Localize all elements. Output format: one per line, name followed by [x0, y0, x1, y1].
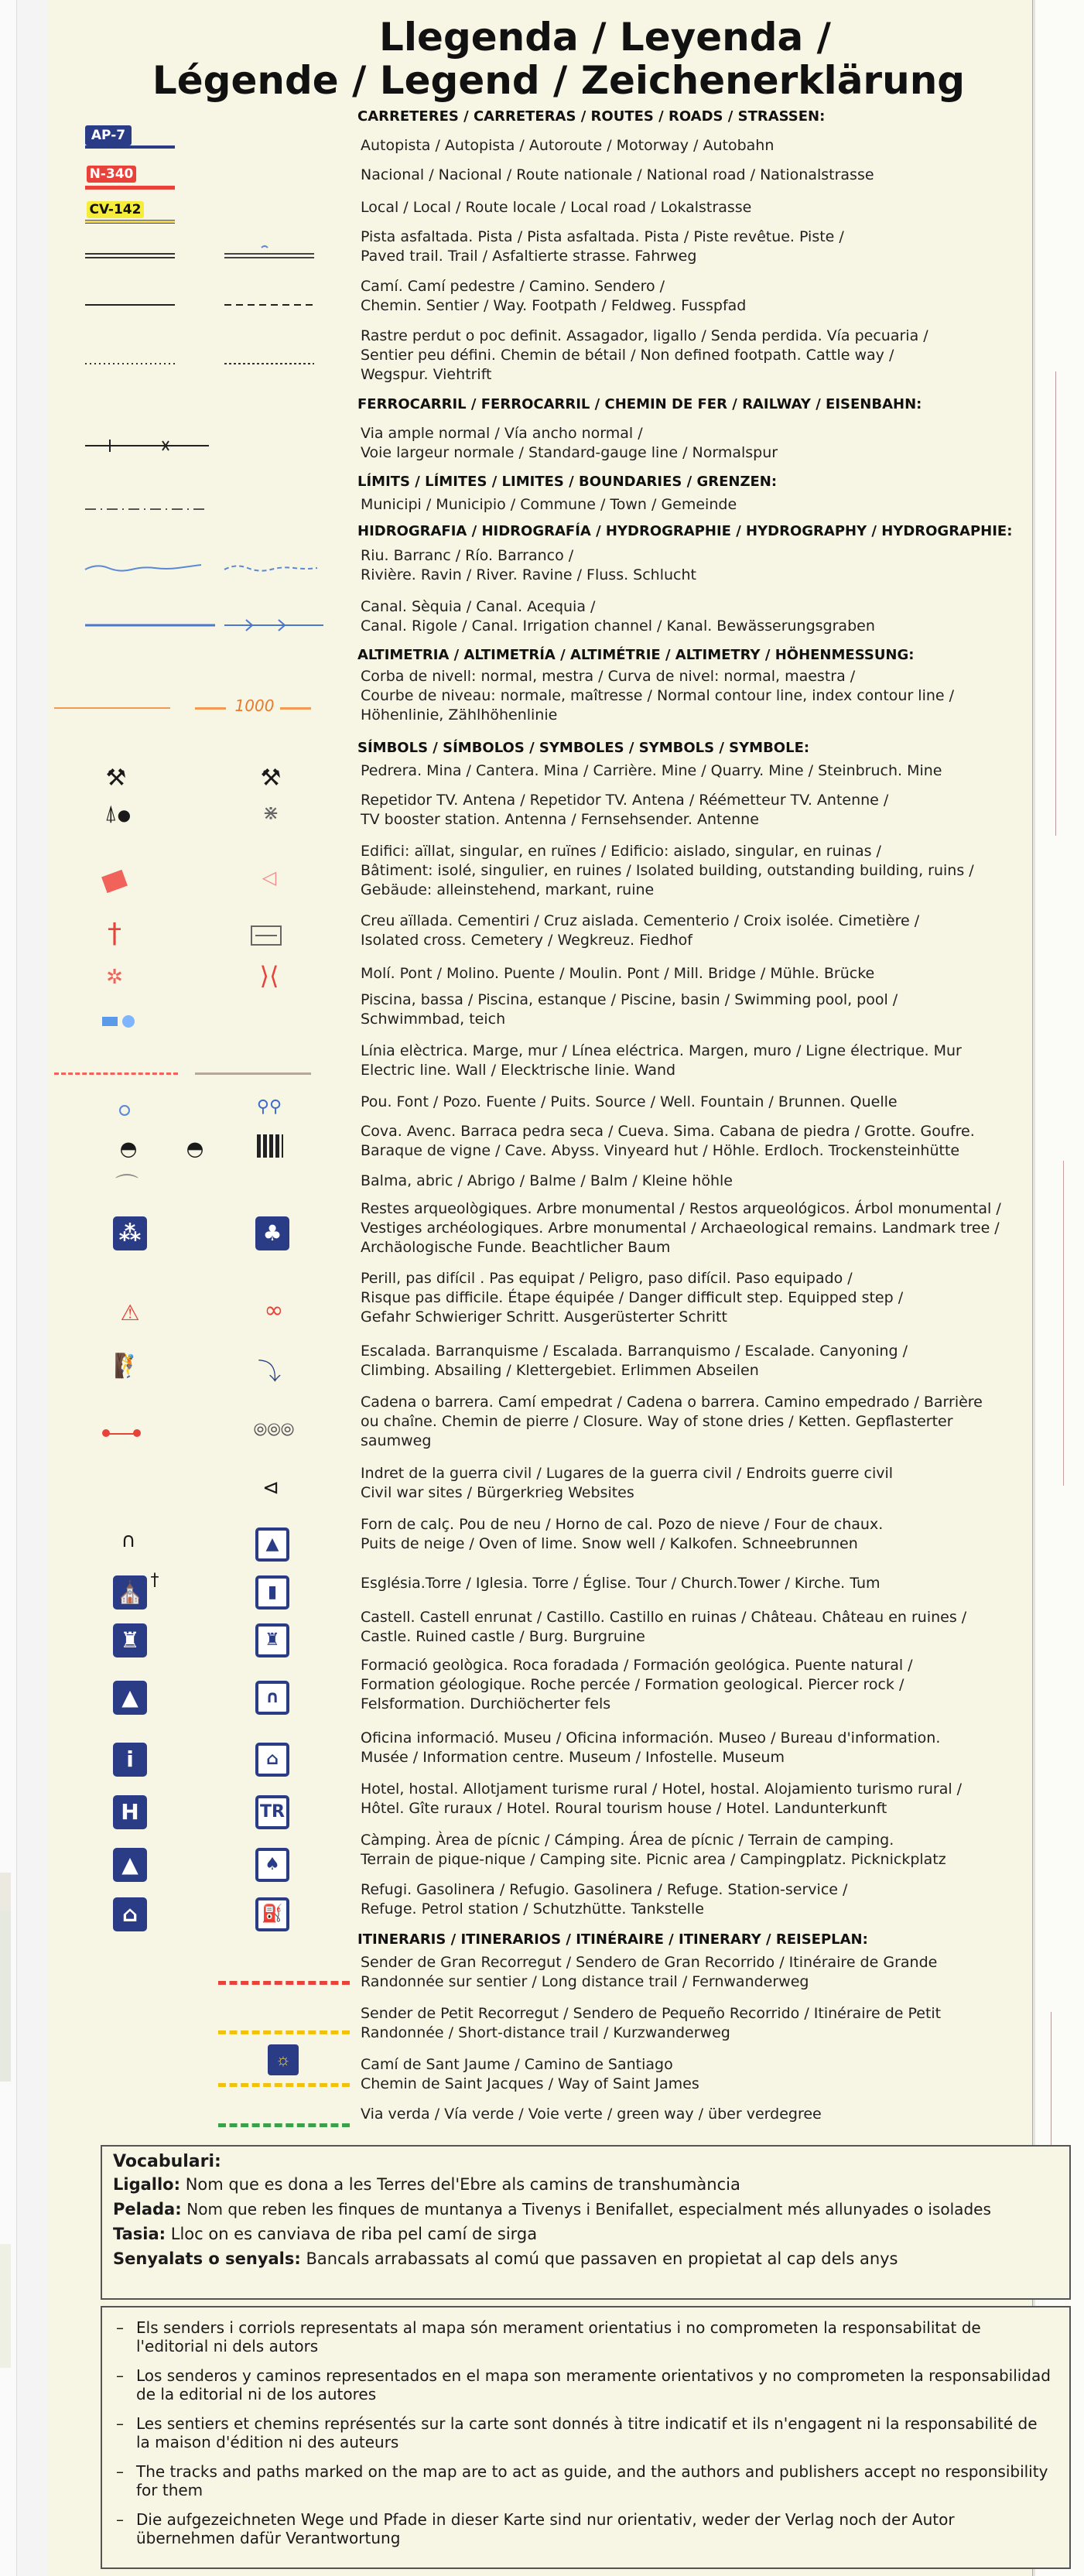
- green-way-symbol: [218, 2123, 350, 2127]
- civil-war-site-icon: ⊲: [262, 1476, 279, 1500]
- natural-bridge-icon: ∩: [255, 1681, 289, 1715]
- pool-icon: [122, 1015, 135, 1028]
- contour-normal-symbol: [54, 707, 170, 709]
- gr-trail-symbol: [218, 1981, 350, 1985]
- entry-railway: Via ample normal / Vía ancho normal / Voie largeur normale / Standard-gauge line / Normalspur: [361, 425, 778, 461]
- entry-local-road: Local / Local / Route locale / Local road / Lokalstrasse: [361, 199, 752, 216]
- lime-oven-icon: ∩: [121, 1529, 136, 1552]
- vocab-term: Senyalats o senyals:: [113, 2249, 301, 2268]
- map-fragment: [0, 1911, 11, 2082]
- pr-trail-symbol: [218, 2030, 350, 2034]
- entry-hotel: Hotel, hostal. Allotjament turisme rural / Hotel, hostal. Alojamiento turismo rural / Hôtel. Gîte ruraux / Hotel. Roural tourism house / Hotel. Landunterkunft: [361, 1781, 963, 1817]
- entry-contour: Corba de nivell: normal, mestra / Curva de nivel: normal, maestra / Courbe de niveau: normale, maîtresse / Normal contour line, index contour line / Höhenlinie, Zählhöhenlinie: [361, 668, 955, 724]
- entry-geological: Formació geològica. Roca foradada / Formación geológica. Puente natural / Formation géologique. Roche percée / Formation geological. Piercer rock / Felsformation. Durchiöcherter fels: [361, 1657, 913, 1712]
- bridge-icon: ⟩⟨: [259, 961, 279, 990]
- trail-symbol: [224, 246, 314, 258]
- entry-swimming-pool: Piscina, bassa / Piscina, estanque / Piscine, basin / Swimming pool, pool / Schwimmbad, teich: [361, 991, 898, 1028]
- petrol-station-icon: ⛽: [255, 1897, 289, 1931]
- entry-danger: Perill, pas difícil . Pas equipat / Peligro, paso difícil. Paso equipado / Risque pas difficile. Étape équipée / Danger difficult step. Equipped step / Gefahr Schwieriger Schritt. Ausgerüsterter Schritt: [361, 1270, 904, 1326]
- fountain-icon: ⚲⚲: [256, 1097, 282, 1117]
- disclaimer-box: [101, 2306, 1071, 2569]
- line-symbols: [79, 224, 342, 658]
- vocab-term: Tasia:: [113, 2225, 166, 2243]
- river-symbol: [85, 565, 201, 571]
- snow-well-icon: ▲: [255, 1527, 289, 1562]
- mill-icon: ✲: [106, 966, 123, 989]
- entry-well: Pou. Font / Pozo. Fuente / Puits. Source / Well. Fountain / Brunnen. Quelle: [361, 1093, 898, 1110]
- climbing-icon: 🧗: [114, 1353, 143, 1380]
- church-tower-icon: †: [150, 1571, 159, 1590]
- cv142-badge: CV-142: [87, 201, 144, 218]
- entry-municipality: Municipi / Municipio / Commune / Town / Gemeinde: [361, 496, 737, 513]
- entry-quarry: Pedrera. Mina / Cantera. Mina / Carrière. Mine / Quarry. Mine / Steinbruch. Mine: [361, 762, 942, 779]
- legend-sheet: [48, 0, 1051, 2576]
- local-road-line: [85, 220, 175, 224]
- entry-pr-trail: Sender de Petit Recorregut / Sendero de Pequeño Recorrido / Itinéraire de Petit Randonnée / Short-distance trail / Kurzwanderweg: [361, 2005, 942, 2041]
- mine-icon: ⚒: [260, 765, 282, 792]
- vocab-definition: Nom que es dona a les Terres del'Ebre als camins de transhumància: [185, 2175, 740, 2194]
- ruined-castle-icon: ♜: [255, 1623, 289, 1657]
- vocabulary-box: [101, 2145, 1071, 2300]
- entry-lime-oven: Forn de calç. Pou de neu / Horno de cal. Pozo de nieve / Four de chaux. Puits de neige / Oven of lime. Snow well / Kalkofen. Schneebrunnen: [361, 1516, 884, 1552]
- geological-formation-icon: ▲: [113, 1681, 147, 1715]
- danger-icon: ⚠: [120, 1300, 140, 1326]
- disclaimer-item: – The tracks and paths marked on the map are to act as guide, and the authors and publishers accept no responsibility for them: [116, 2462, 1055, 2499]
- paved-trail-symbol: [85, 254, 175, 258]
- vocab-item: [113, 2246, 1058, 2271]
- entry-national-road: Nacional / Nacional / Route nationale / National road / Nationalstrasse: [361, 166, 874, 183]
- contour-label: 1000: [234, 696, 275, 715]
- ruins-icon: ◁: [262, 867, 277, 888]
- entry-motorway: Autopista / Autopista / Autoroute / Motorway / Autobahn: [361, 137, 775, 154]
- entry-rock-shelter: Balma, abric / Abrigo / Balme / Balm / Kleine höhle: [361, 1172, 733, 1189]
- well-icon: [119, 1105, 130, 1116]
- entry-cave: Cova. Avenc. Barraca pedra seca / Cueva. Sima. Cabana de piedra / Grotte. Goufre. Baraque de vigne / Cave. Abyss. Vinyeard hut / Höhle. Erdloch. Trockensteinhütte: [361, 1123, 975, 1159]
- left-page-edge: [0, 0, 17, 2576]
- entry-footpath: Camí. Camí pedestre / Camino. Sendero / Chemin. Sentier / Way. Footpath / Feldweg. Fusspfad: [361, 278, 747, 314]
- vocab-term: Pelada:: [113, 2200, 182, 2219]
- entry-electric-line: Línia elèctrica. Marge, mur / Línea eléctrica. Margen, muro / Ligne électrique. Mur Electric line. Wall / Elecktrische linie. Wand: [361, 1042, 962, 1079]
- saint-james-shell-icon: ☼: [268, 2044, 299, 2075]
- entry-archaeological: Restes arqueològiques. Arbre monumental / Restos arqueológicos. Árbol monumental / Vestiges archéologiques. Arbre monumental / Archaeological remains. Landmark tree / Archäologische Funde. Beachtlicher Baum: [361, 1200, 1001, 1256]
- vocab-item: [113, 2172, 1058, 2197]
- section-itineraries: ITINERARIS / ITINERARIOS / ITINÉRAIRE / ITINERARY / REISEPLAN:: [357, 1931, 868, 1948]
- map-fragment: [0, 2244, 11, 2368]
- section-altimetry: ALTIMETRIA / ALTIMETRÍA / ALTIMÉTRIE / ALTIMETRY / HÖHENMESSUNG:: [357, 647, 915, 663]
- irrigation-channel-symbol: [224, 620, 323, 631]
- disclaimer-item: – Los senderos y caminos representados en el mapa son meramente orientativos y no comprometen la responsabilidad de la editorial ni de los autores: [116, 2366, 1055, 2403]
- entry-chain-barrier: Cadena o barrera. Camí empedrat / Cadena o barrera. Camino empedrado / Barrière ou chaîne. Chemin de pierre / Closure. Way of stone dries / Ketten. Gepflasterter saumweg: [361, 1394, 983, 1449]
- entry-river: Riu. Barranc / Río. Barranco / Rivière. Ravin / River. Ravine / Fluss. Schlucht: [361, 547, 696, 583]
- disclaimer-item: – Les sentiers et chemins représentés sur la carte sont donnés à titre indicatif et ils n'engagent ni la responsabilité de la maison d'édition ni des auteurs: [116, 2414, 1055, 2451]
- ap7-badge: AP-7: [85, 125, 132, 145]
- section-boundaries: LÍMITS / LÍMITES / LIMITES / BOUNDARIES / GRENZEN:: [357, 474, 778, 490]
- entry-cattle-way: Rastre perdut o poc definit. Assagador, ligallo / Senda perdida. Vía pecuaria / Sentier peu défini. Chemin de bétail / Non defined footpath. Cattle way / Wegspur. Viehtrift: [361, 327, 928, 383]
- wall-symbol: [195, 1072, 311, 1075]
- antenna-icon: ⋇: [262, 802, 279, 825]
- entry-castle: Castell. Castell enrunat / Castillo. Castillo en ruinas / Château. Château en ruines / Castle. Ruined castle / Burg. Burgruine: [361, 1609, 967, 1645]
- cobbled-way-icon: ⦾⦾⦾: [253, 1421, 295, 1440]
- title-line-2: Légende / Legend / Zeichenerklärung: [152, 58, 966, 103]
- landmark-tree-icon: ♣: [255, 1216, 289, 1250]
- entry-saint-james: Camí de Sant Jaume / Camino de Santiago Chemin de Saint Jacques / Way of Saint James: [361, 2056, 699, 2092]
- section-railway: FERROCARRIL / FERROCARRIL / CHEMIN DE FER / RAILWAY / EISENBAHN:: [357, 396, 922, 412]
- quarry-icon: ⚒: [105, 765, 127, 792]
- entry-church: Església.Torre / Iglesia. Torre / Église. Tour / Church.Tower / Kirche. Tum: [361, 1575, 881, 1592]
- entry-camping: Càmping. Àrea de pícnic / Cámping. Área de pícnic / Terrain de camping. Terrain de pique-nique / Camping site. Picnic area / Campingplatz. Picknickplatz: [361, 1832, 946, 1868]
- vocab-term: Ligallo:: [113, 2175, 181, 2194]
- cemetery-icon: [251, 925, 282, 946]
- disclaimer-item: – Els senders i corriols representats al mapa són merament orientatius i no comprometen la responsabilitat de l'editorial ni dels autors: [116, 2318, 1055, 2355]
- abyss-icon: ◓: [186, 1137, 204, 1161]
- section-hydrography: HIDROGRAFIA / HIDROGRAFÍA / HYDROGRAPHIE / HYDROGRAPHY / HYDROGRAPHIE:: [357, 523, 1013, 539]
- entry-building: Edifici: aïllat, singular, en ruïnes / Edificio: aislado, singular, en ruinas / Bâtiment: isolé, singulier, en ruines / Isolated building, outstanding building, ruins / Gebäude: alleinstehend, markant, ruine: [361, 843, 974, 898]
- isolated-cross-icon: †: [108, 918, 121, 949]
- entry-canal: Canal. Sèquia / Canal. Acequia / Canal. Rigole / Canal. Irrigation channel / Kanal. Bewässerungsgraben: [361, 598, 875, 635]
- camping-icon: ▲: [113, 1848, 147, 1882]
- railway-symbol: [85, 440, 209, 452]
- tower-icon: ▮: [255, 1575, 289, 1610]
- isolated-building-icon: [101, 870, 128, 893]
- n340-badge: N-340: [87, 166, 136, 183]
- contour-index-symbol-end: [280, 707, 311, 710]
- vocab-definition: Nom que reben les finques de muntanya a Tivenys i Benifallet, especialment més allunyades o isolades: [186, 2200, 991, 2219]
- archaeological-remains-icon: ⁂: [113, 1216, 147, 1250]
- equipped-step-icon: ∞: [264, 1297, 284, 1324]
- disclaimer-item: – Die aufgezeichneten Wege und Pfade in dieser Karte sind nur orientativ, weder der Verlag noch der Autor übernehmen dafür Verantwortung: [116, 2510, 1055, 2547]
- vocab-item: [113, 2197, 1058, 2222]
- vocab-definition: Lloc on es canviava de riba pel camí de sirga: [170, 2225, 538, 2243]
- contour-index-symbol: [195, 707, 226, 710]
- stone-hut-icon: [257, 1134, 283, 1158]
- church-icon: ⛪: [113, 1575, 147, 1610]
- vocab-item: [113, 2222, 1058, 2246]
- entry-information: Oficina informació. Museu / Oficina información. Museo / Bureau d'information. Musée / Information centre. Museum / Infostelle. Museum: [361, 1729, 941, 1766]
- entry-tv-repeater: Repetidor TV. Antena / Repetidor TV. Antena / Réémetteur TV. Antenne / TV booster station. Antenna / Fernsehsender. Antenne: [361, 792, 889, 828]
- way-of-saint-james-symbol: [218, 2083, 350, 2087]
- entry-civil-war: Indret de la guerra civil / Lugares de la guerra civil / Endroits guerre civil Civil war sites / Bürgerkrieg Websites: [361, 1465, 894, 1501]
- title-line-1: Llegenda / Leyenda /: [379, 15, 831, 60]
- rural-tourism-icon: TR: [255, 1795, 289, 1829]
- entry-green-way: Via verda / Vía verde / Voie verte / green way / über verdegree: [361, 2106, 822, 2123]
- chain-barrier-icon: [105, 1433, 136, 1435]
- museum-icon: ⌂: [255, 1743, 289, 1777]
- ravine-symbol: [224, 566, 317, 570]
- hotel-icon: H: [113, 1795, 147, 1829]
- canyoning-icon: ⤵: [258, 1359, 281, 1386]
- rock-shelter-icon: ⌒: [115, 1173, 138, 1200]
- entry-cross: Creu aïllada. Cementiri / Cruz aislada. Cementerio / Croix isolée. Cimetière / Isolated cross. Cemetery / Wegkreuz. Fiedhof: [361, 912, 920, 949]
- swimming-pool-icon: [102, 1017, 118, 1026]
- national-road-line: [85, 186, 175, 190]
- castle-icon: ♜: [113, 1623, 147, 1657]
- entry-climbing: Escalada. Barranquisme / Escalada. Barranquismo / Escalade. Canyoning / Climbing. Absailing / Klettergebiet. Erlimmen Abseilen: [361, 1343, 908, 1379]
- vocab-definition: Bancals arrabassats al comú que passaven en propietat al cap dels anys: [306, 2249, 898, 2268]
- entry-refuge: Refugi. Gasolinera / Refugio. Gasolinera / Refuge. Station-service / Refuge. Petrol station / Schutzhütte. Tankstelle: [361, 1881, 848, 1917]
- entry-paved-trail: Pista asfaltada. Pista / Pista asfaltada. Pista / Piste revêtue. Piste / Paved trail. Trail / Asfaltierte strasse. Fahrweg: [361, 228, 844, 265]
- information-icon: i: [113, 1743, 147, 1777]
- tv-repeater-icon: ⍋●: [104, 800, 132, 826]
- refuge-icon: ⌂: [113, 1897, 147, 1931]
- picnic-area-icon: ♠: [255, 1848, 289, 1882]
- motorway-line: [85, 145, 175, 149]
- entry-gr-trail: Sender de Gran Recorregut / Sendero de Gran Recorrido / Itinéraire de Grande Randonnée sur sentier / Long distance trail / Fernwanderweg: [361, 1954, 938, 1990]
- electric-line-symbol: [54, 1072, 178, 1075]
- section-roads: CARRETERES / CARRETERAS / ROUTES / ROADS / STRASSEN:: [357, 108, 826, 125]
- section-symbols: SÍMBOLS / SÍMBOLOS / SYMBOLES / SYMBOLS / SYMBOLE:: [357, 740, 810, 756]
- legend-title: [149, 15, 969, 102]
- cave-icon: ◓: [119, 1137, 138, 1161]
- vocabulary-heading: Vocabulari:: [113, 2152, 221, 2171]
- entry-mill: Molí. Pont / Molino. Puente / Moulin. Pont / Mill. Bridge / Mühle. Brücke: [361, 965, 875, 982]
